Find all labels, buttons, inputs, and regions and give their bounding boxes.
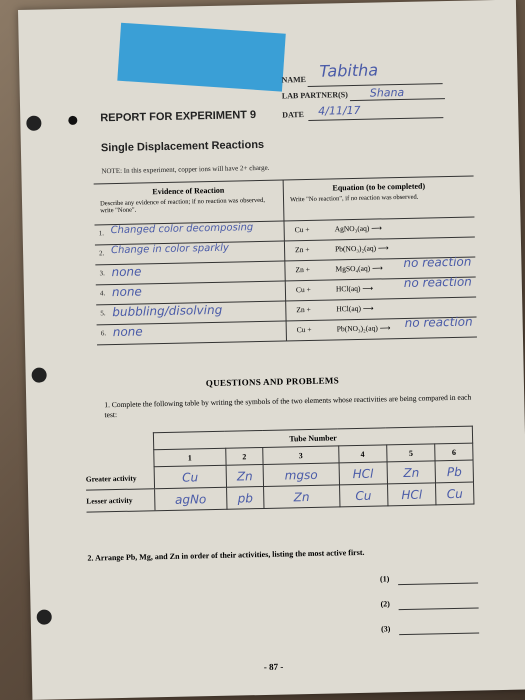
lesser-cell: Cu bbox=[339, 484, 388, 507]
page-number: - 87 - bbox=[263, 661, 284, 672]
row-number: 1. bbox=[98, 229, 105, 238]
tube-num: 3 bbox=[263, 446, 339, 465]
evidence-subheader: Describe any evidence of reaction; if no reaction was observed, write "None". bbox=[100, 196, 266, 215]
metal: Zn + bbox=[296, 304, 311, 315]
greater-cell: Zn bbox=[226, 464, 264, 487]
tube-num: 2 bbox=[226, 447, 264, 465]
tube-num: 1 bbox=[154, 448, 226, 466]
reagent: Pb(NO₃)₂(aq) ⟶ bbox=[334, 243, 389, 254]
date-label: DATE bbox=[282, 110, 304, 120]
lesser-activity-label: Lesser activity bbox=[86, 489, 155, 512]
result-value: no reaction bbox=[404, 314, 473, 330]
tube-num: 5 bbox=[387, 444, 436, 462]
partners-label: LAB PARTNER(S) bbox=[281, 90, 348, 101]
metal: Cu + bbox=[295, 284, 311, 295]
metal: Zn + bbox=[295, 264, 311, 275]
blank-label: (3) bbox=[380, 624, 391, 634]
equation-subheader: Write "No reaction", if no reaction was observed. bbox=[289, 193, 419, 204]
reagent: HCl(aq) ⟶ bbox=[335, 283, 374, 294]
blank-label: (2) bbox=[380, 599, 390, 609]
metal: Cu + bbox=[296, 324, 312, 335]
reagent: AgNO₃(aq) ⟶ bbox=[334, 223, 383, 234]
evidence-value: none bbox=[112, 324, 143, 340]
evidence-header: Evidence of Reaction bbox=[152, 185, 225, 197]
row-number: 6. bbox=[100, 329, 107, 338]
greater-activity-label: Greater activity bbox=[86, 467, 155, 490]
tube-num: 4 bbox=[338, 445, 387, 463]
row-number: 4. bbox=[99, 289, 106, 298]
reagent: HCl(aq) ⟶ bbox=[336, 303, 374, 314]
blank-label: (1) bbox=[379, 574, 390, 584]
metal: Zn + bbox=[294, 244, 310, 255]
result-value: no reaction bbox=[403, 274, 472, 290]
row-number: 2. bbox=[99, 249, 105, 258]
lesser-cell: pb bbox=[226, 486, 264, 509]
sticky-note bbox=[117, 23, 285, 92]
evidence-value: none bbox=[111, 264, 142, 280]
bullet-dot bbox=[68, 116, 77, 125]
tube-num: 6 bbox=[435, 443, 473, 461]
lesser-cell: HCl bbox=[387, 483, 436, 506]
worksheet-page bbox=[18, 0, 525, 700]
greater-cell: HCl bbox=[339, 462, 388, 485]
date-value: 4/11/17 bbox=[318, 103, 361, 118]
lesser-cell: agNo bbox=[155, 487, 227, 510]
report-title: REPORT FOR EXPERIMENT 9 bbox=[100, 109, 257, 125]
evidence-value: bubbling/disolving bbox=[112, 302, 223, 320]
greater-cell: Pb bbox=[435, 460, 473, 483]
evidence-value: Changed color decomposing bbox=[110, 222, 254, 237]
activity-table bbox=[85, 426, 475, 513]
metal: Cu + bbox=[294, 224, 310, 235]
lesser-cell: Cu bbox=[436, 482, 474, 505]
name-label: NAME bbox=[281, 74, 307, 85]
reaction-table bbox=[94, 175, 477, 345]
reagent: Pb(NO₃)₂(aq) ⟶ bbox=[336, 323, 391, 334]
partners-value: Shana bbox=[369, 85, 405, 100]
reagent: MgSO₄(aq) ⟶ bbox=[335, 263, 383, 274]
tube-number-header: Tube Number bbox=[153, 426, 472, 450]
equation-header: Equation (to be completed) bbox=[332, 181, 426, 193]
row-number: 5. bbox=[100, 309, 106, 318]
note-text: NOTE: In this experiment, copper ions will have 2+ charge. bbox=[101, 163, 270, 176]
questions-title: QUESTIONS AND PROBLEMS bbox=[205, 375, 340, 389]
answer-line bbox=[398, 582, 478, 585]
answer-line bbox=[399, 607, 479, 610]
greater-cell: mgso bbox=[263, 463, 339, 487]
greater-cell: Zn bbox=[387, 461, 436, 484]
binder-hole bbox=[37, 609, 52, 624]
result-value: no reaction bbox=[403, 254, 472, 270]
evidence-value: none bbox=[111, 284, 143, 300]
question-2: 2. Arrange Pb, Mg, and Zn in order of their activities, listing the most active first. bbox=[87, 547, 365, 563]
answer-line bbox=[399, 632, 479, 635]
greater-cell: Cu bbox=[154, 465, 226, 488]
lesser-cell: Zn bbox=[264, 485, 340, 509]
experiment-subtitle: Single Displacement Reactions bbox=[100, 138, 265, 155]
name-value: Tabitha bbox=[319, 60, 379, 81]
binder-hole bbox=[31, 367, 46, 382]
evidence-value: Change in color sparkly bbox=[110, 242, 230, 257]
binder-hole bbox=[26, 116, 41, 131]
row-number: 3. bbox=[99, 269, 105, 278]
question-1: 1. Complete the following table by writing the symbols of the two elements whose reactivities are being compared in each test: bbox=[104, 392, 472, 420]
